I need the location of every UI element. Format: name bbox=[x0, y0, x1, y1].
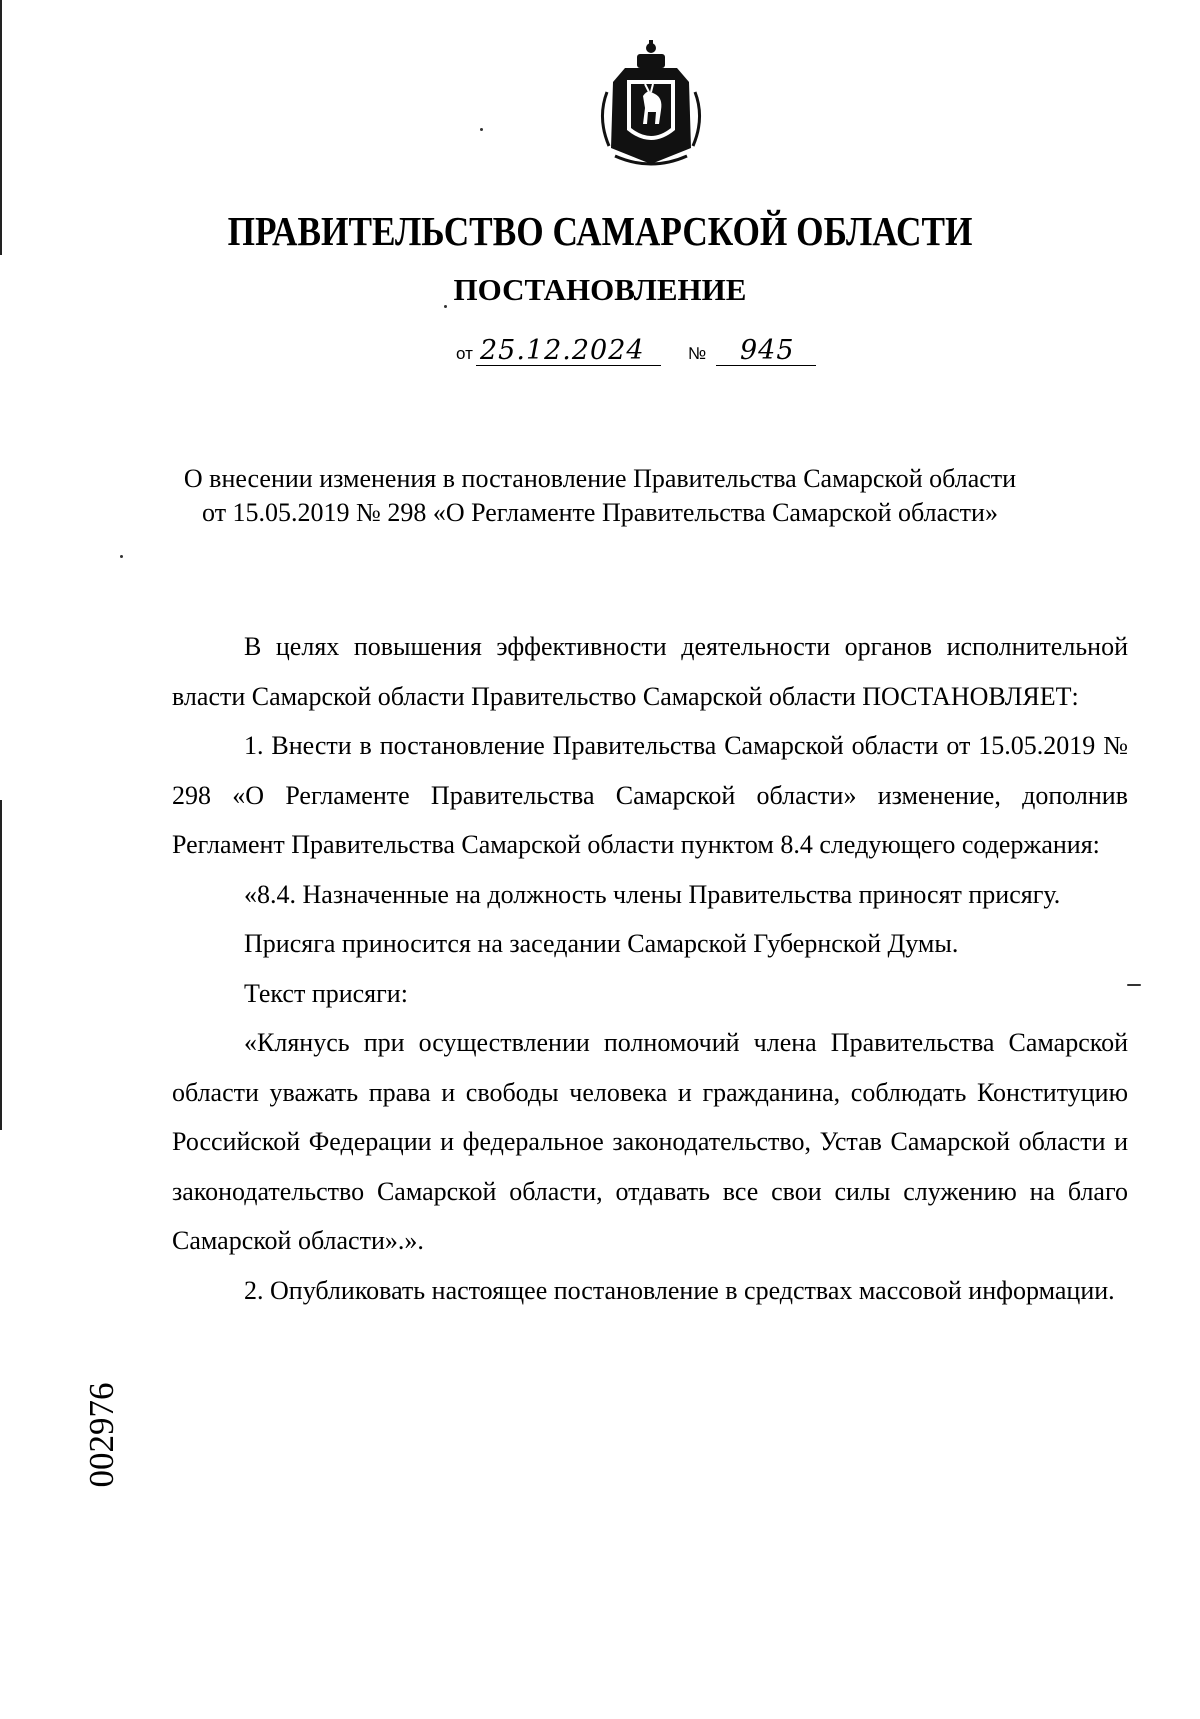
document-subject bbox=[150, 462, 1050, 530]
scan-edge-line bbox=[0, 0, 2, 255]
date-handwritten: 25.12.2024 bbox=[480, 335, 645, 366]
scan-speck bbox=[480, 128, 483, 131]
samara-coat-of-arms-icon bbox=[585, 38, 717, 170]
number-prefix: № bbox=[688, 344, 707, 363]
body-paragraph: 1. Внести в постановление Правительства Самарской области от 15.05.2019 № 298 «О Регламенте Правительства Самарской области» изменение, дополнив Регламент Правительства Самарской области пунктом 8.4 следующего содержания: bbox=[172, 731, 1128, 859]
date-prefix: от bbox=[456, 344, 473, 363]
scan-edge-line bbox=[0, 800, 2, 1130]
document-date-number bbox=[456, 330, 856, 370]
body-paragraph: «8.4. Назначенные на должность члены Правительства приносят присягу. bbox=[244, 879, 1061, 909]
number-handwritten: 945 bbox=[740, 335, 795, 366]
body-paragraph: В целях повышения эффективности деятельности органов исполнительной власти Самарской области Правительство Самарской области ПОСТАНОВЛЯЕТ: bbox=[172, 632, 1128, 711]
scan-speck bbox=[120, 555, 123, 558]
body-paragraph: Присяга приносится на заседании Самарской Губернской Думы. bbox=[244, 929, 959, 958]
document-type: ПОСТАНОВЛЕНИЕ bbox=[453, 272, 747, 307]
body-paragraph: Текст присяги: bbox=[244, 978, 408, 1008]
subject-line: от 15.05.2019 № 298 «О Регламенте Правительства Самарской области» bbox=[202, 498, 998, 527]
body-paragraph: «Клянусь при осуществлении полномочий члена Правительства Самарской области уважать права и свободы человека и гражданина, соблюдать Конституцию Российской Федерации и федеральное законодательство, Устав Самарской области и законодательство Самарской области, отдавать все свои силы служению на благо Самарской области».». bbox=[172, 1028, 1128, 1255]
organization-title: ПРАВИТЕЛЬСТВО САМАРСКОЙ ОБЛАСТИ bbox=[227, 208, 973, 254]
serial-number: 002976 bbox=[82, 1382, 121, 1488]
document-body bbox=[172, 622, 1128, 1315]
body-paragraph: 2. Опубликовать настоящее постановление в средствах массовой информации. bbox=[244, 1275, 1115, 1305]
subject-line: О внесении изменения в постановление Правительства Самарской области bbox=[183, 464, 1017, 493]
scan-speck bbox=[1127, 984, 1141, 986]
